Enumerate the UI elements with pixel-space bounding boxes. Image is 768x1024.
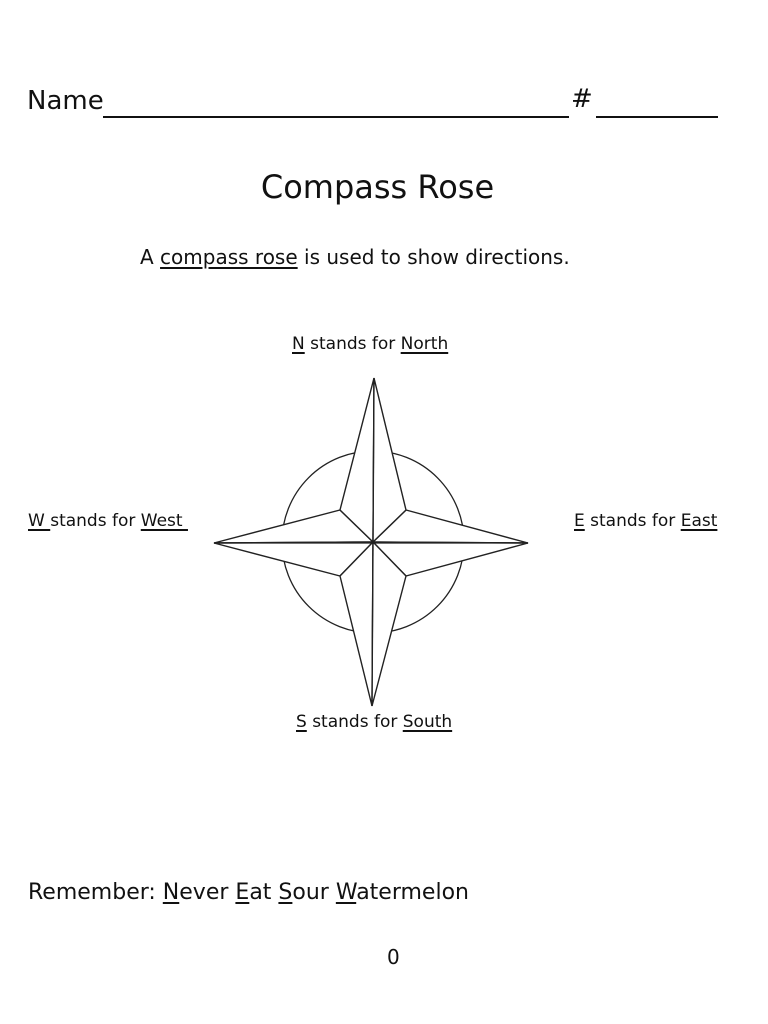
mnemonic-line bbox=[28, 880, 469, 905]
mnemonic-lead: Remember: bbox=[28, 880, 163, 905]
west-word: West bbox=[140, 511, 188, 531]
mnemonic-rest-4: atermelon bbox=[356, 880, 469, 905]
north-label bbox=[292, 334, 448, 354]
south-letter: S bbox=[296, 712, 307, 732]
mnemonic-initial-s: S bbox=[278, 880, 293, 905]
mnemonic-initial-e: E bbox=[235, 880, 250, 905]
page-number: 0 bbox=[387, 945, 400, 969]
east-word: East bbox=[680, 511, 718, 531]
west-label bbox=[28, 511, 188, 531]
mnemonic-initial-n: N bbox=[162, 880, 180, 905]
intro-prefix: A bbox=[140, 245, 161, 269]
mnemonic-rest-2: at bbox=[249, 880, 279, 905]
west-letter: W bbox=[28, 511, 51, 531]
mnemonic-rest-1: ever bbox=[179, 880, 236, 905]
south-middle: stands for bbox=[306, 712, 403, 732]
south-word: South bbox=[402, 712, 453, 732]
east-letter: E bbox=[574, 511, 585, 531]
east-label bbox=[574, 511, 717, 531]
page-title: Compass Rose bbox=[260, 168, 495, 206]
intro-suffix: is used to show directions. bbox=[297, 245, 570, 269]
mnemonic-initial-w: W bbox=[335, 880, 357, 905]
intro-term: compass rose bbox=[160, 245, 298, 269]
east-middle: stands for bbox=[584, 511, 681, 531]
north-letter: N bbox=[292, 334, 305, 354]
north-middle: stands for bbox=[304, 334, 401, 354]
mnemonic-rest-3: our bbox=[292, 880, 336, 905]
number-label: # bbox=[571, 84, 593, 114]
west-middle: stands for bbox=[50, 511, 141, 531]
north-word: North bbox=[400, 334, 449, 354]
south-label bbox=[296, 712, 452, 732]
name-label: Name bbox=[27, 86, 104, 116]
